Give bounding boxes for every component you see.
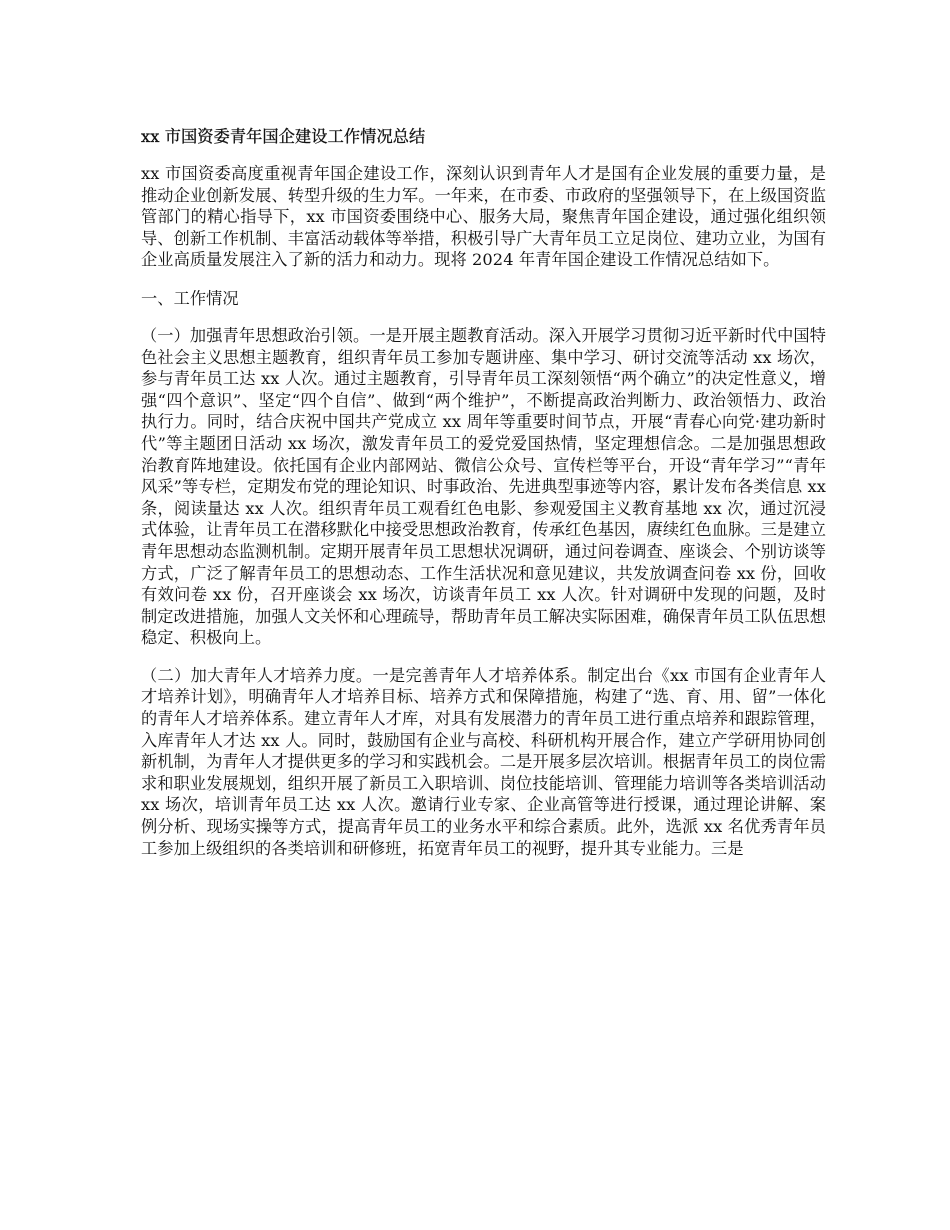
paragraph-talent-training: （二）加大青年人才培养力度。一是完善青年人才培养体系。制定出台《xx 市国有企业青年人才培养计划》，明确青年人才培养目标、培养方式和保障措施，构建了“选、育、用、留”一体化的青年人才培养体系。建立青年人才库，对具有发展潜力的青年员工进行重点培养和跟踪管理，入库青年人才达 xx 人。同时，鼓励国有企业与高校、科研机构开展合作，建立产学研用协同创新机制，为青年人才提供更多的学习和实践机会。二是开展多层次培训。根据青年员工的岗位需求和职业发展规划，组织开展了新员工入职培训、岗位技能培训、管理能力培训等各类培训活动 xx 场次，培训青年员工达 xx 人次。邀请行业专家、企业高管等进行授课，通过理论讲解、案例分析、现场实操等方式，提高青年员工的业务水平和综合素质。此外，选派 xx 名优秀青年员工参加上级组织的各类培训和研修班，拓宽青年员工的视野，提升其专业能力。三是: [141, 665, 826, 858]
paragraph-ideological-guidance: （一）加强青年思想政治引领。一是开展主题教育活动。深入开展学习贯彻习近平新时代中国特色社会主义思想主题教育，组织青年员工参加专题讲座、集中学习、研讨交流等活动 xx 场次，参与青年员工达 xx 人次。通过主题教育，引导青年员工深刻领悟“两个确立”的决定性意义，增强“四个意识”、坚定“四个自信”、做到“两个维护”，不断提高政治判断力、政治领悟力、政治执行力。同时，结合庆祝中国共产党成立 xx 周年等重要时间节点，开展“青春心向党·建功新时代”等主题团日活动 xx 场次，激发青年员工的爱党爱国热情，坚定理想信念。二是加强思想政治教育阵地建设。依托国有企业内部网站、微信公众号、宣传栏等平台，开设“青年学习”“青年风采”等专栏，定期发布党的理论知识、时事政治、先进典型事迹等内容，累计发布各类信息 xx 条，阅读量达 xx 人次。组织青年员工观看红色电影、参观爱国主义教育基地 xx 次，通过沉浸式体验，让青年员工在潜移默化中接受思想政治教育，传承红色基因，赓续红色血脉。三是建立青年思想动态监测机制。定期开展青年员工思想状况调研，通过问卷调查、座谈会、个别访谈等方式，广泛了解青年员工的思想动态、工作生活状况和意见建议，共发放调查问卷 xx 份，回收有效问卷 xx 份，召开座谈会 xx 场次，访谈青年员工 xx 人次。针对调研中发现的问题，及时制定改进措施，加强人文关怀和心理疏导，帮助青年员工解决实际困难，确保青年员工队伍思想稳定、积极向上。: [141, 325, 826, 648]
section-heading-work-status: 一、工作情况: [141, 288, 239, 308]
document-page: [141, 125, 826, 875]
document-title: xx 市国资委青年国企建设工作情况总结: [141, 127, 426, 146]
intro-paragraph: xx 市国资委高度重视青年国企建设工作，深刻认识到青年人才是国有企业发展的重要力量，是推动企业创新发展、转型升级的生力军。一年来，在市委、市政府的坚强领导下，在上级国资监管部门的精心指导下，xx 市国资委围绕中心、服务大局，聚焦青年国企建设，通过强化组织领导、创新工作机制、丰富活动载体等举措，积极引导广大青年员工立足岗位、建功立业，为国有企业高质量发展注入了新的活力和动力。现将 2024 年青年国企建设工作情况总结如下。: [141, 164, 826, 270]
